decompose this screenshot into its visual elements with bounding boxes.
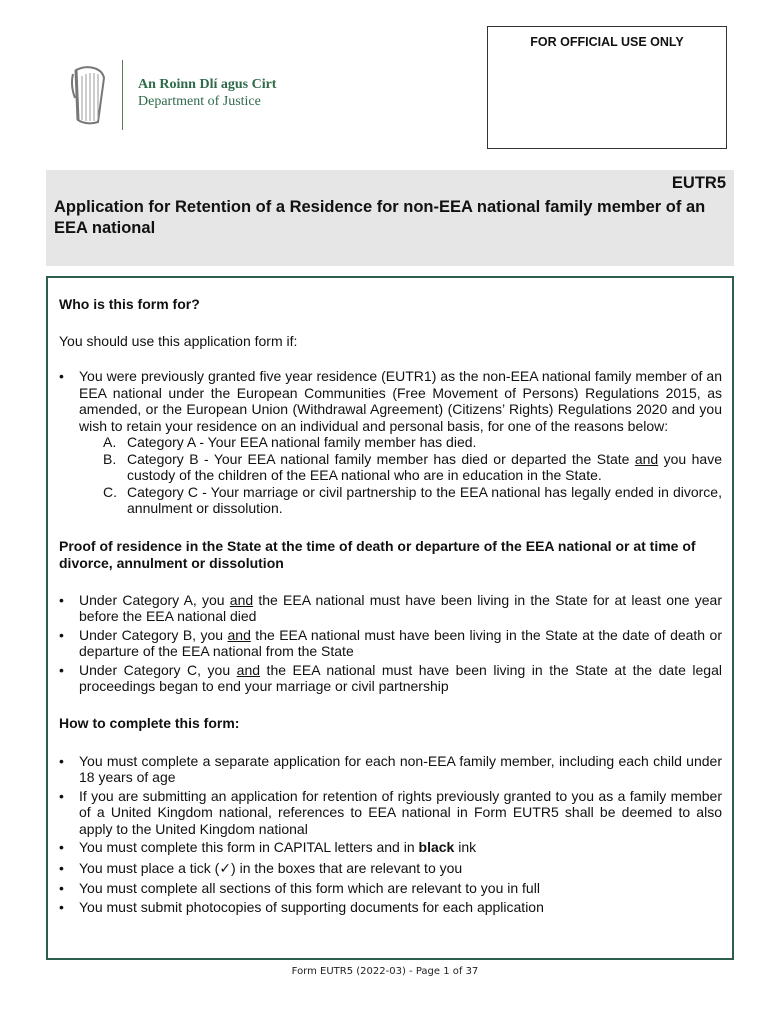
instructions-list xyxy=(59,753,722,916)
category-text: Category B - Your EEA national family member has died or departed the State xyxy=(127,450,635,467)
category-c xyxy=(103,484,722,517)
emphasis-and: and xyxy=(227,626,251,643)
category-b xyxy=(103,451,722,484)
intro-text: You should use this application form if: xyxy=(59,333,298,349)
list-item xyxy=(59,627,722,660)
bullet-text-cont: the EEA national must have been living in the State at the date of death or departure of the EEA national from the State xyxy=(79,626,722,659)
instructions-box xyxy=(46,276,734,960)
emphasis-and: and xyxy=(229,591,254,608)
logo-divider xyxy=(122,60,123,130)
list-item xyxy=(59,662,722,695)
eligibility-text: You were previously granted five year residence (EUTR1) as the non-EEA national family member of an EEA national under the European Communities (Free Movement of Persons) Regulations 2015, as amended, or the European Union (Withdrawal Agreement) (Citizens’ Rights) Regulations 2020 and you wish to retain your residence on an individual and personal basis, for one of the reasons below: xyxy=(79,368,722,434)
list-item xyxy=(59,592,722,625)
emphasis-black: black xyxy=(418,839,455,855)
section-heading-how: How to complete this form: xyxy=(59,714,240,731)
bullet-text-cont: the EEA national must have been living in the State for at least one year before the EEA national died xyxy=(79,591,722,624)
form-code: EUTR5 xyxy=(671,174,726,192)
bullet-text: Under Category B, you xyxy=(79,626,228,643)
eligibility-list xyxy=(59,368,722,517)
list-item: • You must place a tick (✓) in the boxes that are relevant to you xyxy=(59,860,722,877)
department-name-irish: An Roinn Dlí agus Cirt xyxy=(138,77,277,92)
harp-icon xyxy=(68,64,108,126)
bullet-text-cont: the EEA national must have been living in the State at the date legal proceedings began to end your marriage or civil partnership xyxy=(79,661,722,694)
category-text: Category C - Your marriage or civil partnership to the EEA national has legally ended in divorce, annulment or dissolution. xyxy=(127,483,722,516)
emphasis-and: and xyxy=(236,661,261,678)
department-logo xyxy=(68,58,288,132)
list-item: • You must complete all sections of this form which are relevant to you in full xyxy=(59,880,722,897)
bullet-text-cont: ink xyxy=(454,839,477,855)
category-letter: A. xyxy=(103,434,117,450)
list-item: • If you are submitting an application for retention of rights previously granted to you as a family member of a United Kingdom national, references to EEA national in Form EUTR5 shall be deemed to also apply to the United Kingdom national xyxy=(59,788,722,838)
emphasis-and: and xyxy=(634,450,659,467)
category-letter: B. xyxy=(103,450,117,467)
bullet-text: Under Category A, you xyxy=(79,591,230,608)
form-title: Application for Retention of a Residence for non-EEA national family member of an EEA national xyxy=(54,198,706,237)
proof-list xyxy=(59,592,722,695)
list-item xyxy=(59,839,722,856)
official-use-label: FOR OFFICIAL USE ONLY xyxy=(530,35,684,49)
section-heading-proof: Proof of residence in the State at the time of death or departure of the EEA national or at time of divorce, annulment or dissolution xyxy=(59,537,696,571)
bullet-text: Under Category C, you xyxy=(79,661,237,678)
page-footer: Form EUTR5 (2022-03) - Page 1 of 37 xyxy=(291,966,479,977)
official-use-box xyxy=(487,26,727,149)
category-list xyxy=(79,434,722,517)
list-item xyxy=(59,368,722,517)
bullet-text: You must complete this form in CAPITAL letters and in xyxy=(79,839,419,855)
department-name-english: Department of Justice xyxy=(138,94,261,109)
section-heading-who: Who is this form for? xyxy=(59,296,200,312)
list-item: • You must submit photocopies of supporting documents for each application xyxy=(59,899,722,916)
category-text: Category A - Your EEA national family member has died. xyxy=(127,434,477,450)
title-band xyxy=(46,170,734,266)
category-a xyxy=(103,434,722,451)
list-item: • You must complete a separate application for each non-EEA family member, including each child under 18 years of age xyxy=(59,753,722,786)
category-letter: C. xyxy=(103,483,117,500)
category-text-cont: you have custody of the children of the EEA national who are in education in the State. xyxy=(127,450,722,483)
